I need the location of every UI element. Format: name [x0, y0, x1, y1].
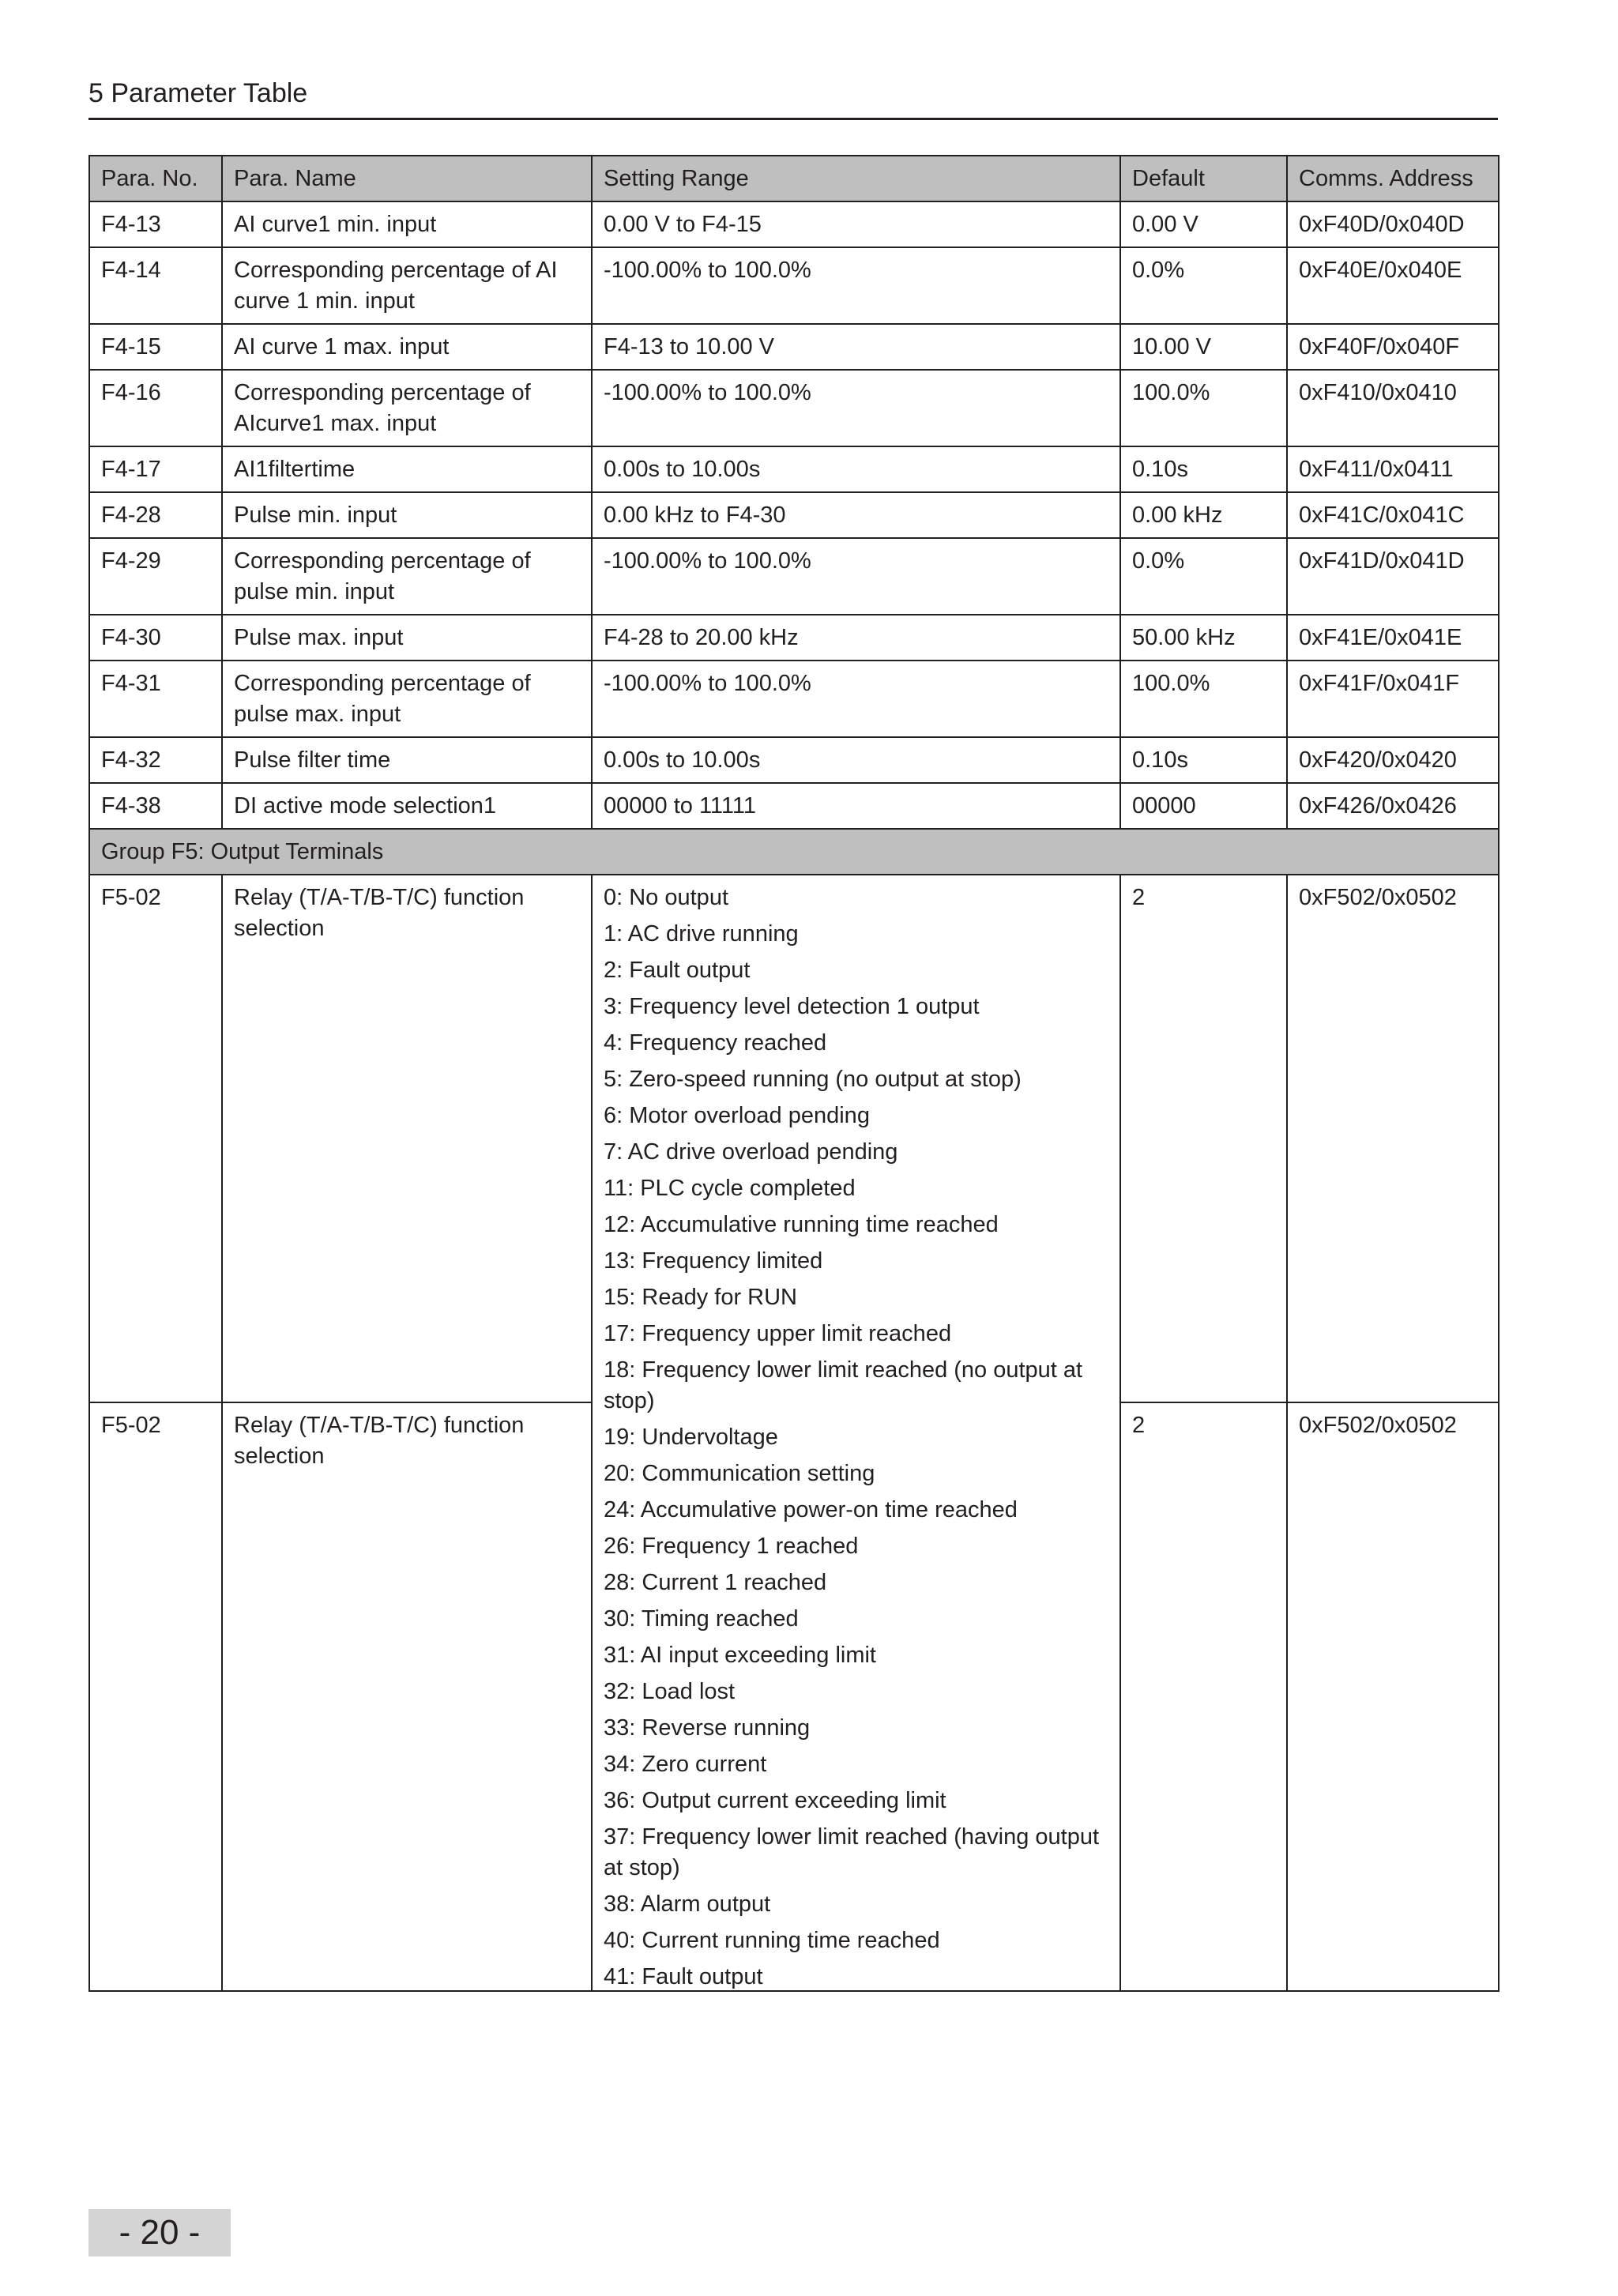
setting-range-option: 11: PLC cycle completed	[604, 1176, 856, 1201]
cell-para-no: F4-32	[89, 737, 222, 783]
column-header-comms-address: Comms. Address	[1287, 156, 1499, 201]
cell-default: 2	[1120, 1402, 1287, 1991]
table-row	[89, 783, 1499, 829]
table-row	[89, 615, 1499, 661]
cell-setting-range: 0.00s to 10.00s	[592, 737, 1120, 783]
setting-range-option: 17: Frequency upper limit reached	[604, 1321, 952, 1346]
cell-comms-address: 0xF41D/0x041D	[1287, 538, 1499, 615]
column-header-para-name: Para. Name	[222, 156, 592, 201]
setting-range-option: 26: Frequency 1 reached	[604, 1534, 859, 1559]
cell-para-no: F5-02	[89, 875, 222, 1402]
setting-range-option: 7: AC drive overload pending	[604, 1139, 898, 1165]
table-row	[89, 875, 1499, 1402]
cell-setting-range: 0.00s to 10.00s	[592, 446, 1120, 492]
cell-setting-range: -100.00% to 100.0%	[592, 661, 1120, 737]
setting-range-option: 40: Current running time reached	[604, 1928, 940, 1953]
column-header-para-no: Para. No.	[89, 156, 222, 201]
cell-setting-range: F4-28 to 20.00 kHz	[592, 615, 1120, 661]
cell-para-name: Corresponding percentage of pulse max. input	[222, 661, 592, 737]
page-number: - 20 -	[88, 2209, 231, 2256]
cell-setting-range-list	[592, 875, 1120, 1991]
setting-range-option: 34: Zero current	[604, 1752, 767, 1777]
section-title: 5 Parameter Table	[88, 78, 308, 108]
cell-setting-range: -100.00% to 100.0%	[592, 538, 1120, 615]
setting-range-option: 28: Current 1 reached	[604, 1570, 827, 1595]
table-row	[89, 492, 1499, 538]
setting-range-option: 5: Zero-speed running (no output at stop)	[604, 1067, 1022, 1092]
cell-para-no: F4-14	[89, 247, 222, 324]
cell-para-no: F4-38	[89, 783, 222, 829]
cell-para-name: AI1filtertime	[222, 446, 592, 492]
setting-range-list	[604, 883, 1108, 1991]
cell-para-name: AI curve1 min. input	[222, 201, 592, 247]
table-row	[89, 737, 1499, 783]
cell-default: 50.00 kHz	[1120, 615, 1287, 661]
setting-range-option: 32: Load lost	[604, 1679, 736, 1704]
setting-range-option: 18: Frequency lower limit reached (no output at stop)	[604, 1357, 1083, 1413]
setting-range-option: 2: Fault output	[604, 958, 751, 983]
cell-para-no: F4-31	[89, 661, 222, 737]
cell-para-name: Corresponding percentage of pulse min. input	[222, 538, 592, 615]
cell-default: 0.00 V	[1120, 201, 1287, 247]
setting-range-option: 37: Frequency lower limit reached (having output at stop)	[604, 1824, 1100, 1880]
page-header	[88, 76, 1498, 120]
cell-para-no: F4-28	[89, 492, 222, 538]
cell-default: 10.00 V	[1120, 324, 1287, 370]
cell-para-name: Pulse min. input	[222, 492, 592, 538]
cell-para-no: F4-29	[89, 538, 222, 615]
group-header-row	[89, 829, 1499, 875]
cell-comms-address: 0xF40F/0x040F	[1287, 324, 1499, 370]
table-row	[89, 247, 1499, 324]
cell-default: 0.00 kHz	[1120, 492, 1287, 538]
table-row	[89, 370, 1499, 446]
setting-range-option: 36: Output current exceeding limit	[604, 1788, 946, 1813]
cell-default: 0.10s	[1120, 737, 1287, 783]
setting-range-option: 0: No output	[604, 885, 728, 910]
cell-default: 100.0%	[1120, 661, 1287, 737]
setting-range-option: 38: Alarm output	[604, 1891, 771, 1917]
cell-comms-address: 0xF41E/0x041E	[1287, 615, 1499, 661]
cell-comms-address: 0xF502/0x0502	[1287, 875, 1499, 1402]
cell-para-no: F4-17	[89, 446, 222, 492]
cell-default: 0.0%	[1120, 247, 1287, 324]
table-row	[89, 446, 1499, 492]
setting-range-option: 13: Frequency limited	[604, 1248, 823, 1274]
cell-para-name: DI active mode selection1	[222, 783, 592, 829]
table-row	[89, 201, 1499, 247]
cell-para-no: F4-16	[89, 370, 222, 446]
cell-setting-range: F4-13 to 10.00 V	[592, 324, 1120, 370]
cell-setting-range: 0.00 V to F4-15	[592, 201, 1120, 247]
cell-para-no: F4-13	[89, 201, 222, 247]
cell-comms-address: 0xF502/0x0502	[1287, 1402, 1499, 1991]
cell-comms-address: 0xF40E/0x040E	[1287, 247, 1499, 324]
setting-range-option: 15: Ready for RUN	[604, 1285, 797, 1310]
setting-range-option: 12: Accumulative running time reached	[604, 1212, 999, 1237]
cell-comms-address: 0xF411/0x0411	[1287, 446, 1499, 492]
parameter-table	[88, 155, 1499, 1992]
cell-para-name: Corresponding percentage of AI curve 1 min. input	[222, 247, 592, 324]
table-row	[89, 324, 1499, 370]
cell-comms-address: 0xF426/0x0426	[1287, 783, 1499, 829]
setting-range-option: 19: Undervoltage	[604, 1425, 778, 1450]
setting-range-option: 33: Reverse running	[604, 1715, 811, 1741]
cell-setting-range: 00000 to 11111	[592, 783, 1120, 829]
cell-comms-address: 0xF41C/0x041C	[1287, 492, 1499, 538]
cell-comms-address: 0xF410/0x0410	[1287, 370, 1499, 446]
cell-comms-address: 0xF41F/0x041F	[1287, 661, 1499, 737]
setting-range-option: 24: Accumulative power-on time reached	[604, 1497, 1018, 1523]
setting-range-option: 31: AI input exceeding limit	[604, 1643, 876, 1668]
cell-para-no: F4-30	[89, 615, 222, 661]
cell-para-no: F5-02	[89, 1402, 222, 1991]
table-header-row	[89, 156, 1499, 201]
setting-range-option: 30: Timing reached	[604, 1606, 799, 1632]
table-row	[89, 538, 1499, 615]
cell-para-name: Corresponding percentage of AIcurve1 max. input	[222, 370, 592, 446]
cell-para-name: Relay (T/A-T/B-T/C) function selection	[222, 1402, 592, 1991]
cell-default: 00000	[1120, 783, 1287, 829]
cell-para-name: AI curve 1 max. input	[222, 324, 592, 370]
table-row	[89, 661, 1499, 737]
setting-range-option: 20: Communication setting	[604, 1461, 875, 1486]
setting-range-option: 41: Fault output	[604, 1964, 763, 1989]
cell-comms-address: 0xF40D/0x040D	[1287, 201, 1499, 247]
group-title: Group F5: Output Terminals	[89, 829, 1499, 875]
setting-range-option: 6: Motor overload pending	[604, 1103, 870, 1128]
cell-setting-range: -100.00% to 100.0%	[592, 370, 1120, 446]
setting-range-option: 1: AC drive running	[604, 921, 799, 947]
cell-comms-address: 0xF420/0x0420	[1287, 737, 1499, 783]
cell-default: 2	[1120, 875, 1287, 1402]
cell-para-name: Pulse filter time	[222, 737, 592, 783]
cell-para-name: Pulse max. input	[222, 615, 592, 661]
setting-range-option: 4: Frequency reached	[604, 1030, 827, 1056]
column-header-default: Default	[1120, 156, 1287, 201]
cell-default: 0.10s	[1120, 446, 1287, 492]
cell-para-no: F4-15	[89, 324, 222, 370]
cell-setting-range: -100.00% to 100.0%	[592, 247, 1120, 324]
cell-default: 100.0%	[1120, 370, 1287, 446]
column-header-setting-range: Setting Range	[592, 156, 1120, 201]
cell-setting-range: 0.00 kHz to F4-30	[592, 492, 1120, 538]
setting-range-option: 3: Frequency level detection 1 output	[604, 994, 980, 1019]
cell-default: 0.0%	[1120, 538, 1287, 615]
cell-para-name: Relay (T/A-T/B-T/C) function selection	[222, 875, 592, 1402]
